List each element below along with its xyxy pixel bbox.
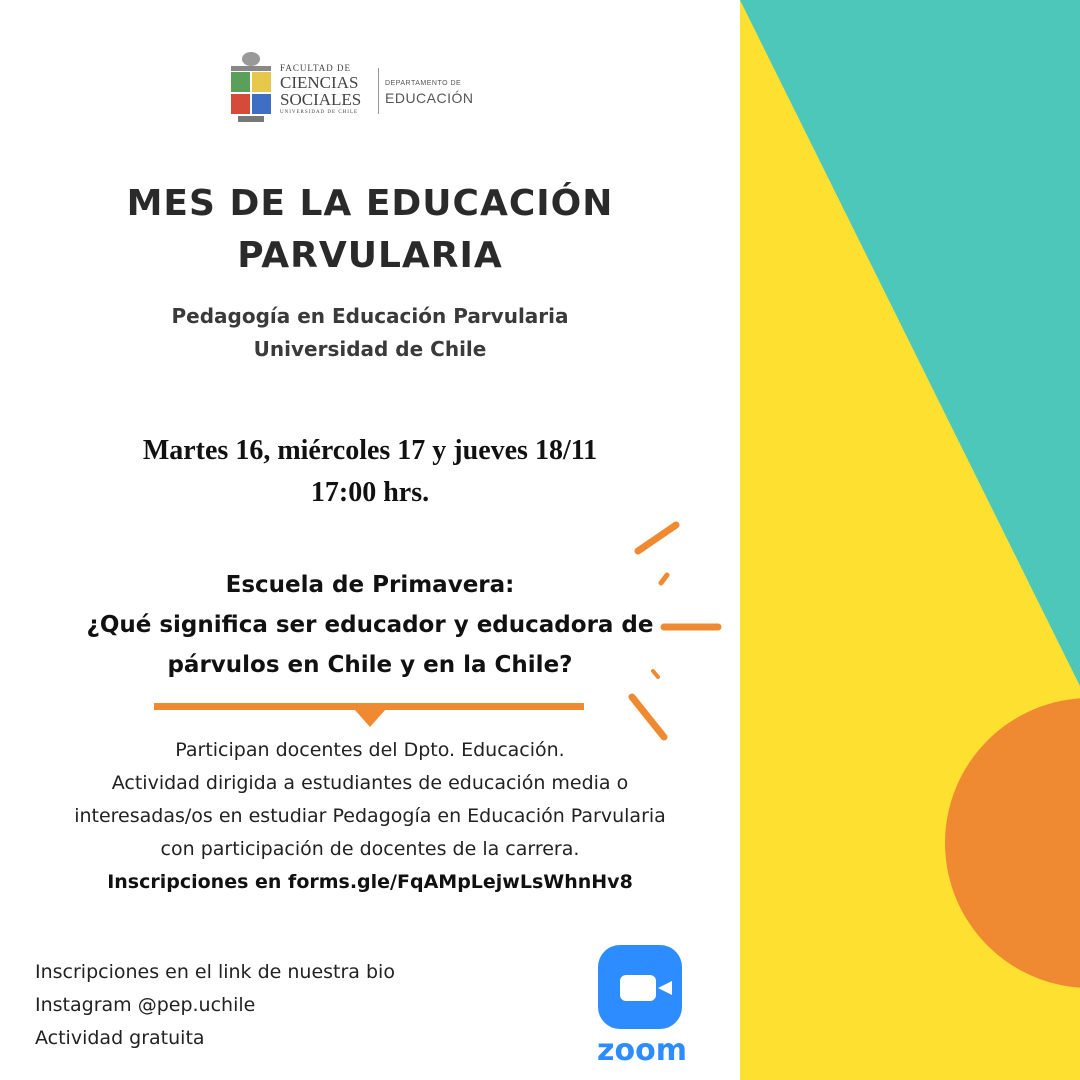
schedule-dates: Martes 16, miércoles 17 y jueves 18/11 <box>142 435 598 466</box>
info-line-3: interesadas/os en estudiar Pedagogía en Educación Parvularia <box>74 805 666 827</box>
geometric-shapes <box>740 0 1080 1080</box>
event-line-1: Escuela de Primavera: <box>225 572 515 598</box>
faculty-logo <box>228 50 488 126</box>
event-title <box>60 565 680 685</box>
footer-line-3: Actividad gratuita <box>35 1027 205 1049</box>
footer-info <box>35 956 515 1055</box>
schedule-time: 17:00 hrs. <box>310 477 430 508</box>
main-title-line-1: MES DE LA EDUCACIÓN <box>126 183 614 224</box>
faculty-line-2: CIENCIAS <box>280 73 359 92</box>
info-line-4: con participación de docentes de la carrera. <box>160 838 580 860</box>
faculty-name <box>280 64 380 115</box>
subtitle-line-2: Universidad de Chile <box>253 337 487 361</box>
camera-body <box>620 975 656 1001</box>
faculty-line-3: SOCIALES <box>280 90 362 109</box>
university-crest-icon <box>228 50 274 124</box>
info-line-1: Participan docentes del Dpto. Educación. <box>175 739 565 761</box>
faculty-line-1: FACULTAD DE <box>280 63 352 73</box>
event-info <box>40 734 700 899</box>
department-line-1: DEPARTAMENTO DE <box>385 80 462 87</box>
faculty-line-4: UNIVERSIDAD DE CHILE <box>280 110 359 115</box>
subtitle <box>100 300 640 366</box>
footer-line-1: Inscripciones en el link de nuestra bio <box>35 961 395 983</box>
zoom-wordmark: zoom <box>597 1033 687 1068</box>
logo-divider <box>378 68 379 114</box>
orange-pointer-triangle <box>354 709 386 727</box>
decorative-panel <box>740 0 1080 1080</box>
registration-link[interactable]: Inscripciones en forms.gle/FqAMpLejwLsWhnHv8 <box>107 871 633 893</box>
department-line-2: EDUCACIÓN <box>385 90 474 106</box>
main-title-line-2: PARVULARIA <box>237 235 503 276</box>
info-line-2: Actividad dirigida a estudiantes de educación media o <box>111 772 629 794</box>
camera-lens <box>658 981 672 995</box>
department-name <box>385 80 474 105</box>
event-line-2: ¿Qué significa ser educador y educadora de <box>86 612 654 638</box>
event-line-3: párvulos en Chile y en la Chile? <box>167 652 573 678</box>
footer-line-2: Instagram @pep.uchile <box>35 994 256 1016</box>
schedule <box>60 430 680 514</box>
main-title <box>100 178 640 282</box>
subtitle-line-1: Pedagogía en Educación Parvularia <box>171 304 569 328</box>
zoom-logo <box>592 945 692 1070</box>
video-camera-icon <box>598 945 682 1029</box>
